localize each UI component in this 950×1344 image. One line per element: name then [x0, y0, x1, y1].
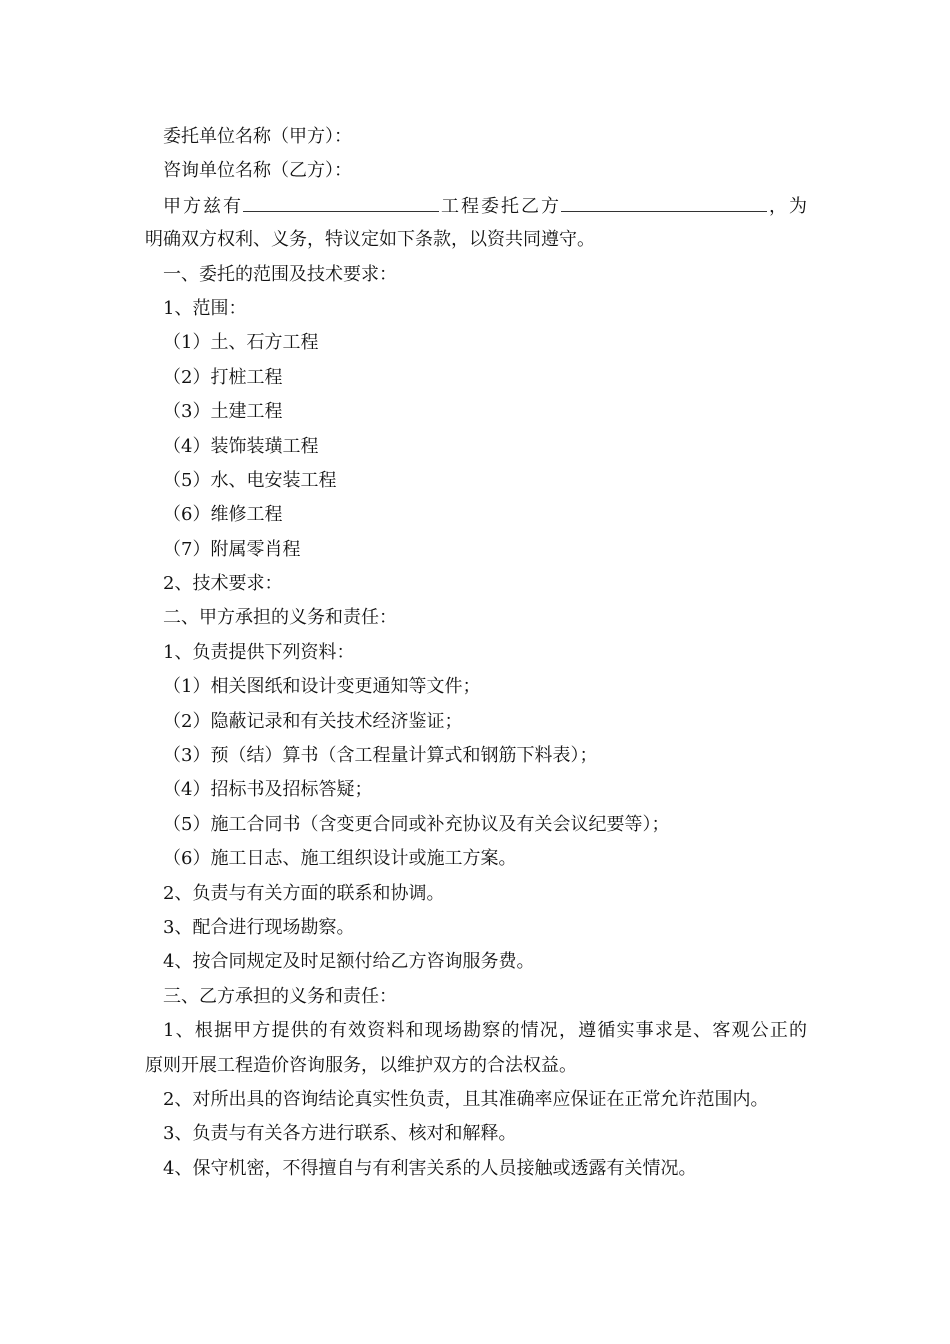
paragraph-line: 明确双方权利、义务，特议定如下条款，以资共同遵守。	[145, 229, 595, 251]
list-item: （2）打桩工程	[163, 366, 283, 388]
list-item: （5）水、电安装工程	[163, 469, 337, 491]
fill-text-1: 甲方兹有	[163, 195, 243, 217]
section-heading: 三、乙方承担的义务和责任：	[163, 985, 397, 1007]
commission-fill-line	[145, 189, 807, 223]
list-item: 2、负责与有关方面的联系和协调。	[163, 882, 445, 904]
list-item: 4、按合同规定及时足额付给乙方咨询服务费。	[163, 951, 535, 973]
party-b-name-line: 咨询单位名称（乙方）：	[163, 160, 352, 182]
list-item: 1、负责提供下列资料：	[163, 641, 355, 663]
list-item: 3、配合进行现场勘察。	[163, 916, 355, 938]
list-item: （2）隐蔽记录和有关技术经济鉴证；	[163, 710, 463, 732]
paragraph-line: 原则开展工程造价咨询服务，以维护双方的合法权益。	[145, 1054, 577, 1076]
list-item: （7）附属零肖程	[163, 538, 301, 560]
list-item: （3）土建工程	[163, 401, 283, 423]
fill-text-3: ，为	[767, 195, 807, 217]
list-item: （1）相关图纸和设计变更通知等文件；	[163, 676, 481, 698]
list-item: （6）施工日志、施工组织设计或施工方案。	[163, 848, 517, 870]
list-item: 2、技术要求：	[163, 573, 283, 595]
list-item: （3）预（结）算书（含工程量计算式和钢筋下料表）；	[163, 745, 598, 767]
list-item: 1、范围：	[163, 297, 247, 319]
list-item: 4、保守机密，不得擅自与有利害关系的人员接触或透露有关情况。	[163, 1157, 697, 1179]
project-name-blank	[243, 189, 439, 212]
fill-text-2: 工程委托乙方	[439, 195, 561, 217]
list-item: （4）招标书及招标答疑；	[163, 779, 373, 801]
list-item: （6）维修工程	[163, 504, 283, 526]
paragraph-line: 1、根据甲方提供的有效资料和现场勘察的情况，遵循实事求是、客观公正的	[163, 1020, 807, 1042]
list-item: （5）施工合同书（含变更合同或补充协议及有关会议纪要等）；	[163, 813, 670, 835]
section-heading: 一、委托的范围及技术要求：	[163, 263, 397, 285]
list-item: （4）装饰装璜工程	[163, 435, 319, 457]
list-item: 3、负责与有关各方进行联系、核对和解释。	[163, 1123, 517, 1145]
party-a-name-line: 委托单位名称（甲方）：	[163, 126, 352, 147]
commission-content-blank	[561, 189, 767, 212]
contract-body	[145, 120, 807, 1186]
list-item: 2、对所出具的咨询结论真实性负责，且其准确率应保证在正常允许范围内。	[163, 1088, 769, 1110]
section-heading: 二、甲方承担的义务和责任：	[163, 607, 397, 629]
list-item: （1）土、石方工程	[163, 332, 319, 354]
